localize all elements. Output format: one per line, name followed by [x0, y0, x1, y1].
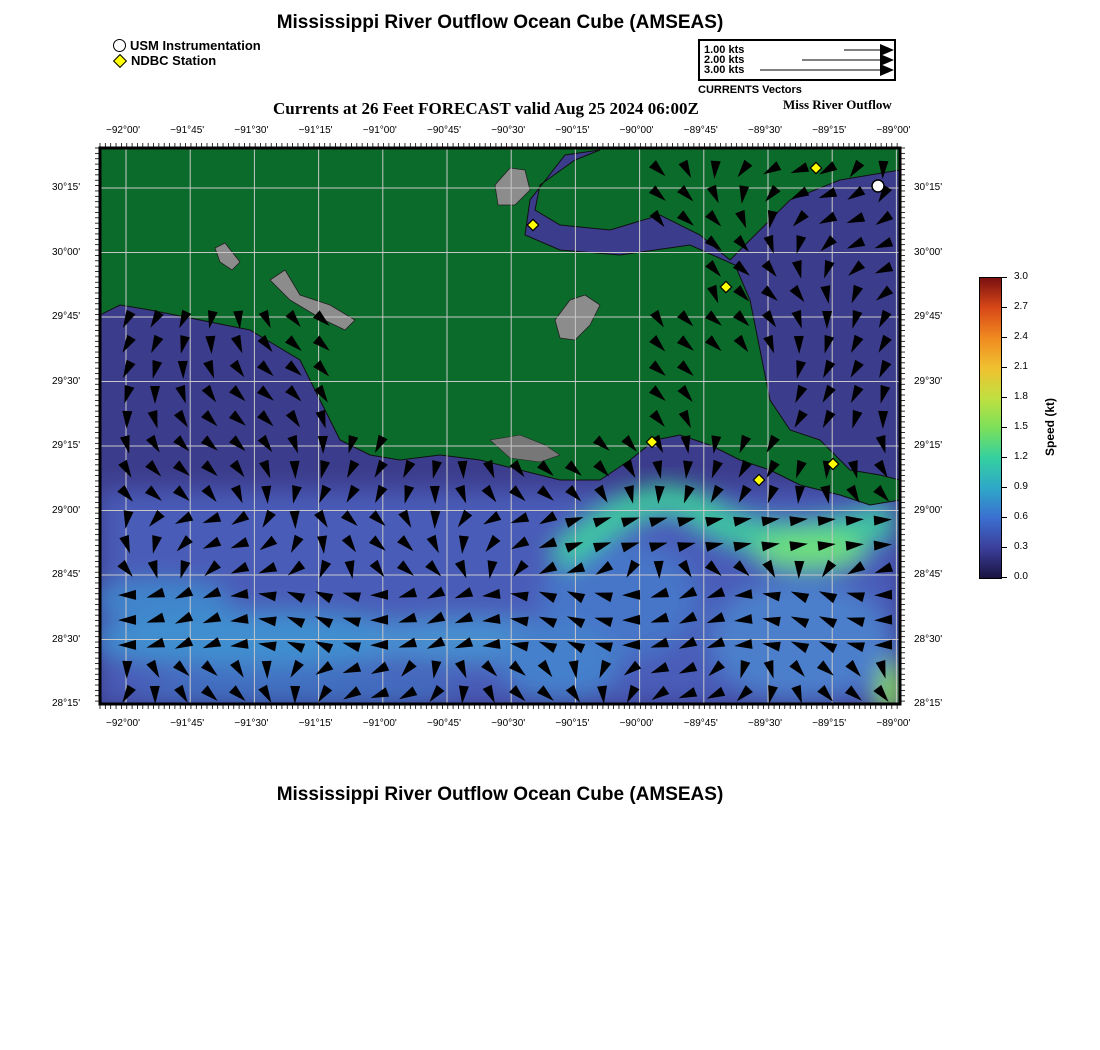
x-tick-label: −91°00' [362, 718, 397, 729]
colorbar-tick-mark [1001, 577, 1007, 578]
x-tick-label: −90°15' [555, 125, 590, 136]
colorbar-tick-mark [1001, 487, 1007, 488]
y-tick-label: 28°30' [914, 633, 943, 645]
x-tick-label: −89°15' [812, 718, 847, 729]
colorbar-tick-mark [1001, 457, 1007, 458]
x-tick-label: −92°00' [106, 125, 140, 136]
y-tick-label: 28°15' [914, 698, 943, 709]
y-tick-label: 28°45' [52, 569, 81, 580]
colorbar-tick-mark [1001, 337, 1007, 338]
y-tick-label: 30°00' [52, 246, 81, 258]
legend-ndbc-label: NDBC Station [131, 53, 217, 68]
colorbar-tick-label: 1.5 [1014, 421, 1028, 432]
x-tick-label: −90°15' [555, 718, 590, 729]
colorbar-tick-label: 1.8 [1014, 391, 1028, 402]
x-tick-label: −89°00' [876, 718, 911, 729]
legend-usm-label: USM Instrumentation [130, 38, 261, 53]
speed-colorbar [979, 277, 1002, 579]
vector-scale-row-3: 3.00 kts [704, 64, 745, 76]
vector-scale-row-2: 2.00 kts [704, 54, 745, 66]
x-tick-label: −92°00' [106, 718, 140, 729]
y-tick-label: 29°30' [914, 375, 943, 387]
x-tick-label: −89°15' [812, 125, 847, 136]
y-tick-label: 29°00' [52, 504, 81, 516]
colorbar-tick-label: 0.9 [1014, 481, 1028, 492]
x-tick-label: −90°30' [491, 718, 526, 729]
y-tick-label: 28°30' [52, 633, 81, 645]
x-tick-label: −91°45' [170, 718, 205, 729]
x-tick-label: −91°00' [362, 125, 397, 136]
x-tick-label: −89°45' [683, 718, 718, 729]
x-tick-label: −91°30' [234, 125, 269, 136]
x-tick-label: −90°45' [427, 125, 461, 136]
colorbar-tick-label: 0.6 [1014, 511, 1028, 522]
colorbar-tick-label: 0.0 [1014, 571, 1028, 582]
usm-station-icon[interactable] [872, 180, 884, 192]
y-tick-label: 29°00' [914, 504, 943, 516]
speed-field [90, 490, 902, 720]
x-tick-label: −89°45' [683, 125, 718, 136]
x-tick-label: −91°30' [234, 718, 269, 729]
footer-title: Mississippi River Outflow Ocean Cube (AMSEAS) [276, 784, 724, 805]
y-tick-label: 30°15' [914, 182, 943, 193]
colorbar-tick-label: 1.2 [1014, 451, 1028, 462]
y-tick-label: 29°45' [914, 311, 943, 322]
x-tick-label: −90°45' [427, 718, 461, 729]
colorbar-label: Speed (kt) [1043, 398, 1057, 457]
x-tick-label: −89°30' [748, 718, 782, 729]
y-tick-label: 29°45' [52, 311, 81, 322]
vector-scale-row-1: 1.00 kts [704, 44, 745, 56]
colorbar-tick-label: 2.1 [1014, 361, 1028, 372]
y-tick-label: 28°15' [52, 698, 81, 709]
colorbar-tick-mark [1001, 517, 1007, 518]
colorbar-tick-mark [1001, 547, 1007, 548]
x-tick-label: −91°15' [298, 125, 333, 136]
y-tick-label: 29°15' [52, 440, 81, 451]
y-tick-label: 28°45' [914, 569, 943, 580]
colorbar-tick-label: 2.7 [1014, 301, 1028, 312]
x-tick-label: −90°00' [619, 718, 654, 729]
y-tick-label: 29°30' [52, 375, 81, 387]
colorbar-tick-mark [1001, 307, 1007, 308]
page-title: Mississippi River Outflow Ocean Cube (AMSEAS) [276, 12, 724, 33]
x-tick-label: −91°45' [170, 125, 205, 136]
region-label: Miss River Outflow [783, 97, 892, 112]
x-tick-label: −90°00' [619, 125, 654, 136]
colorbar-tick-mark [1001, 397, 1007, 398]
y-tick-label: 30°15' [52, 182, 81, 193]
y-tick-label: 29°15' [914, 440, 943, 451]
colorbar-tick-mark [1001, 277, 1007, 278]
vector-scale-caption: CURRENTS Vectors [698, 84, 802, 96]
x-tick-label: −90°30' [491, 125, 526, 136]
x-tick-label: −91°15' [298, 718, 333, 729]
map-subtitle: Currents at 26 Feet FORECAST valid Aug 25 2024 06:00Z [273, 99, 699, 118]
x-tick-label: −89°30' [748, 125, 782, 136]
colorbar-tick-label: 3.0 [1014, 271, 1028, 282]
colorbar-tick-mark [1001, 367, 1007, 368]
x-tick-label: −89°00' [876, 125, 911, 136]
colorbar-tick-mark [1001, 427, 1007, 428]
y-tick-label: 30°00' [914, 246, 943, 258]
colorbar-tick-label: 0.3 [1014, 541, 1028, 552]
colorbar-tick-label: 2.4 [1014, 331, 1028, 342]
